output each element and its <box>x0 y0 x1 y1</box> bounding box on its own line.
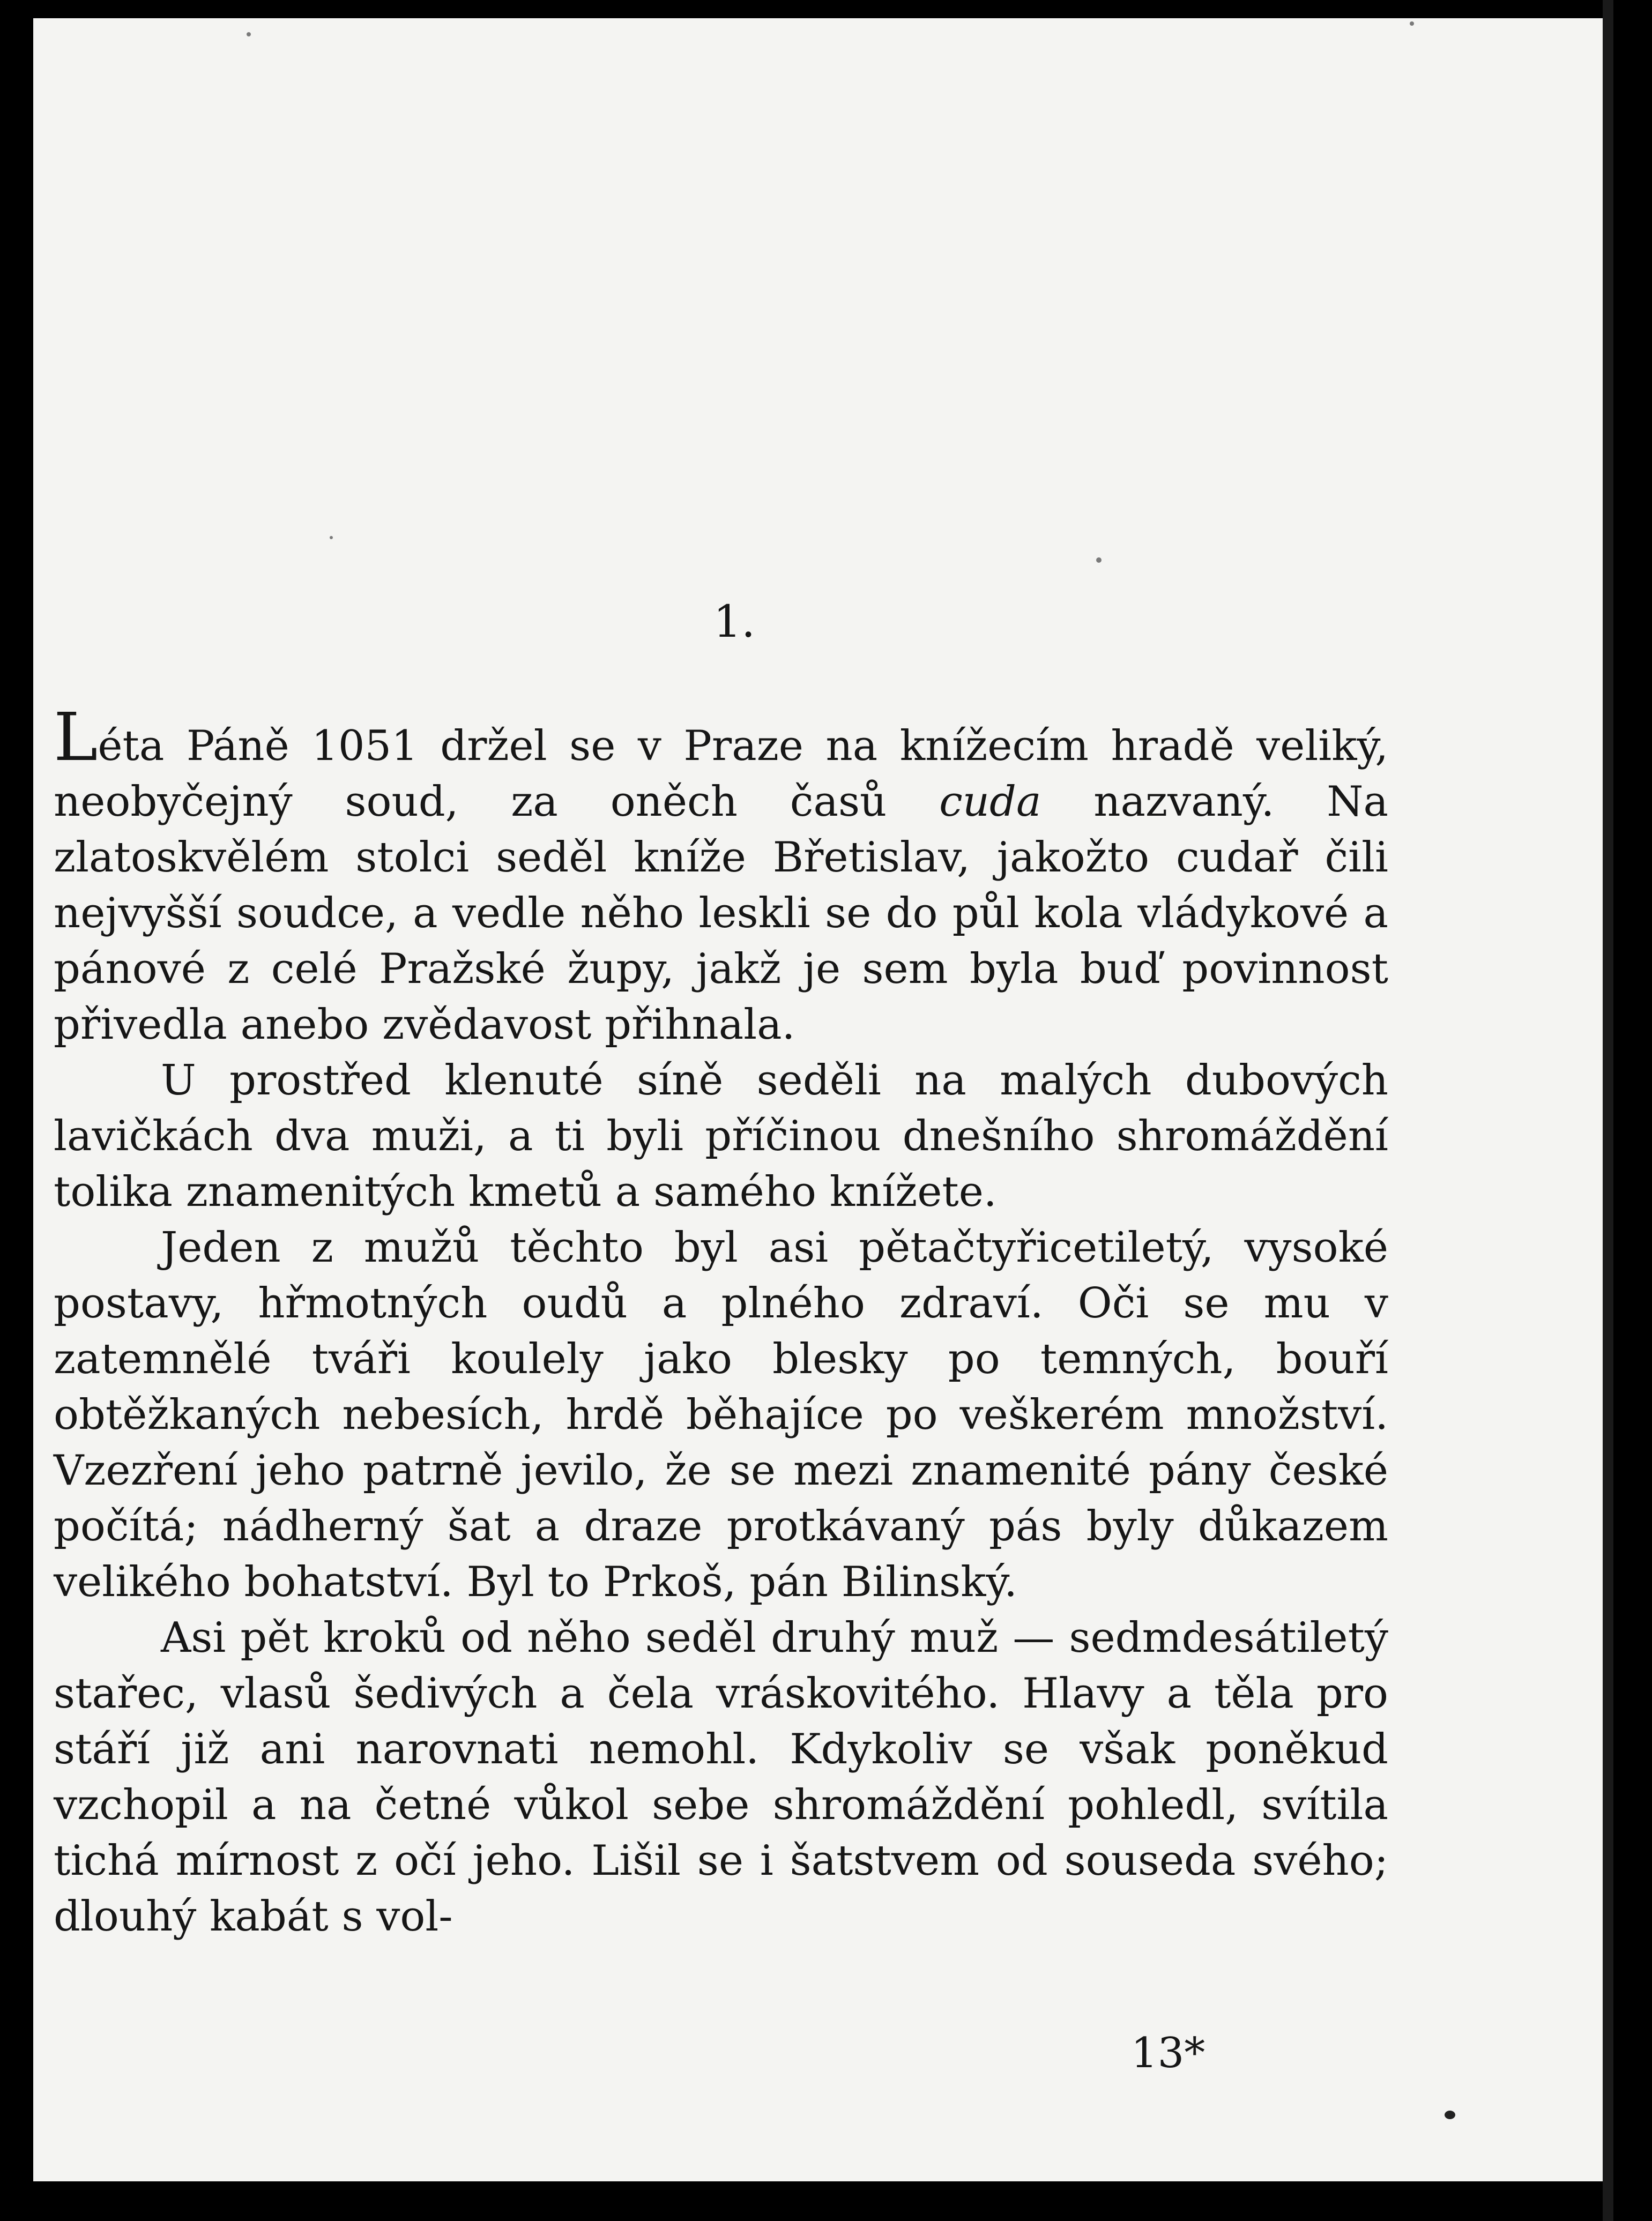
paragraph-4: Asi pět kroků od něho seděl druhý muž — sedmdesátiletý stařec, vlasů šedivých a čela vráskovitého. Hlavy a těla pro stáří již ani narovnati nemohl. Kdykoliv se však poněkud vzchopil a na četné vůkol sebe shromáždění pohledl, svítila tichá mírnost z očí jeho. Lišil se i šatstvem od souseda svého; dlouhý kabát s vol- <box>54 1614 1388 1941</box>
italic-term: cuda <box>939 778 1041 826</box>
paragraph-text: éta Páně 1051 držel se v Praze na knížecím hradě veliký, neobyčejný soud, za oněch časů <box>54 722 1388 826</box>
paragraph-1 <box>54 699 1388 1053</box>
paragraph-2: U prostřed klenuté síně seděli na malých dubových lavičkách dva muži, a ti byli příčinou dnešního shromáždění tolika znamenitých kmetů a samého knížete. <box>54 1056 1388 1216</box>
print-speck <box>1410 21 1414 26</box>
print-speck <box>330 536 333 539</box>
print-speck <box>1445 2111 1455 2119</box>
page-edge-shadow <box>1603 0 1613 2221</box>
page-signature: 13* <box>1131 2029 1205 2077</box>
chapter-number: 1. <box>713 597 756 647</box>
paragraph-text: nazvaný. Na zlatoskvělém stolci seděl kníže Břetislav, jakožto cudař čili nejvyšší soudce, a vedle něho leskli se do půl kola vládykové a pánové z celé Pražské župy, jakž je sem byla buď povinnost přivedla anebo zvědavost přihnala. <box>54 778 1388 1049</box>
print-speck <box>247 32 251 36</box>
print-speck <box>1096 557 1102 563</box>
initial-letter: L <box>54 699 98 776</box>
body-text <box>54 699 1388 1944</box>
paragraph-3: Jeden z mužů těchto byl asi pětačtyřicetiletý, vysoké postavy, hřmotných oudů a plného zdraví. Oči se mu v zatemnělé tváři koulely jako blesky po temných, bouří obtěžkaných nebesích, hrdě běhajíce po veškerém množství. Vzezření jeho patrně jevilo, že se mezi znamenité pány české počítá; nádherný šat a draze protkávaný pás byly důkazem velikého bohatství. Byl to Prkoš, pán Bilinský. <box>54 1224 1388 1606</box>
